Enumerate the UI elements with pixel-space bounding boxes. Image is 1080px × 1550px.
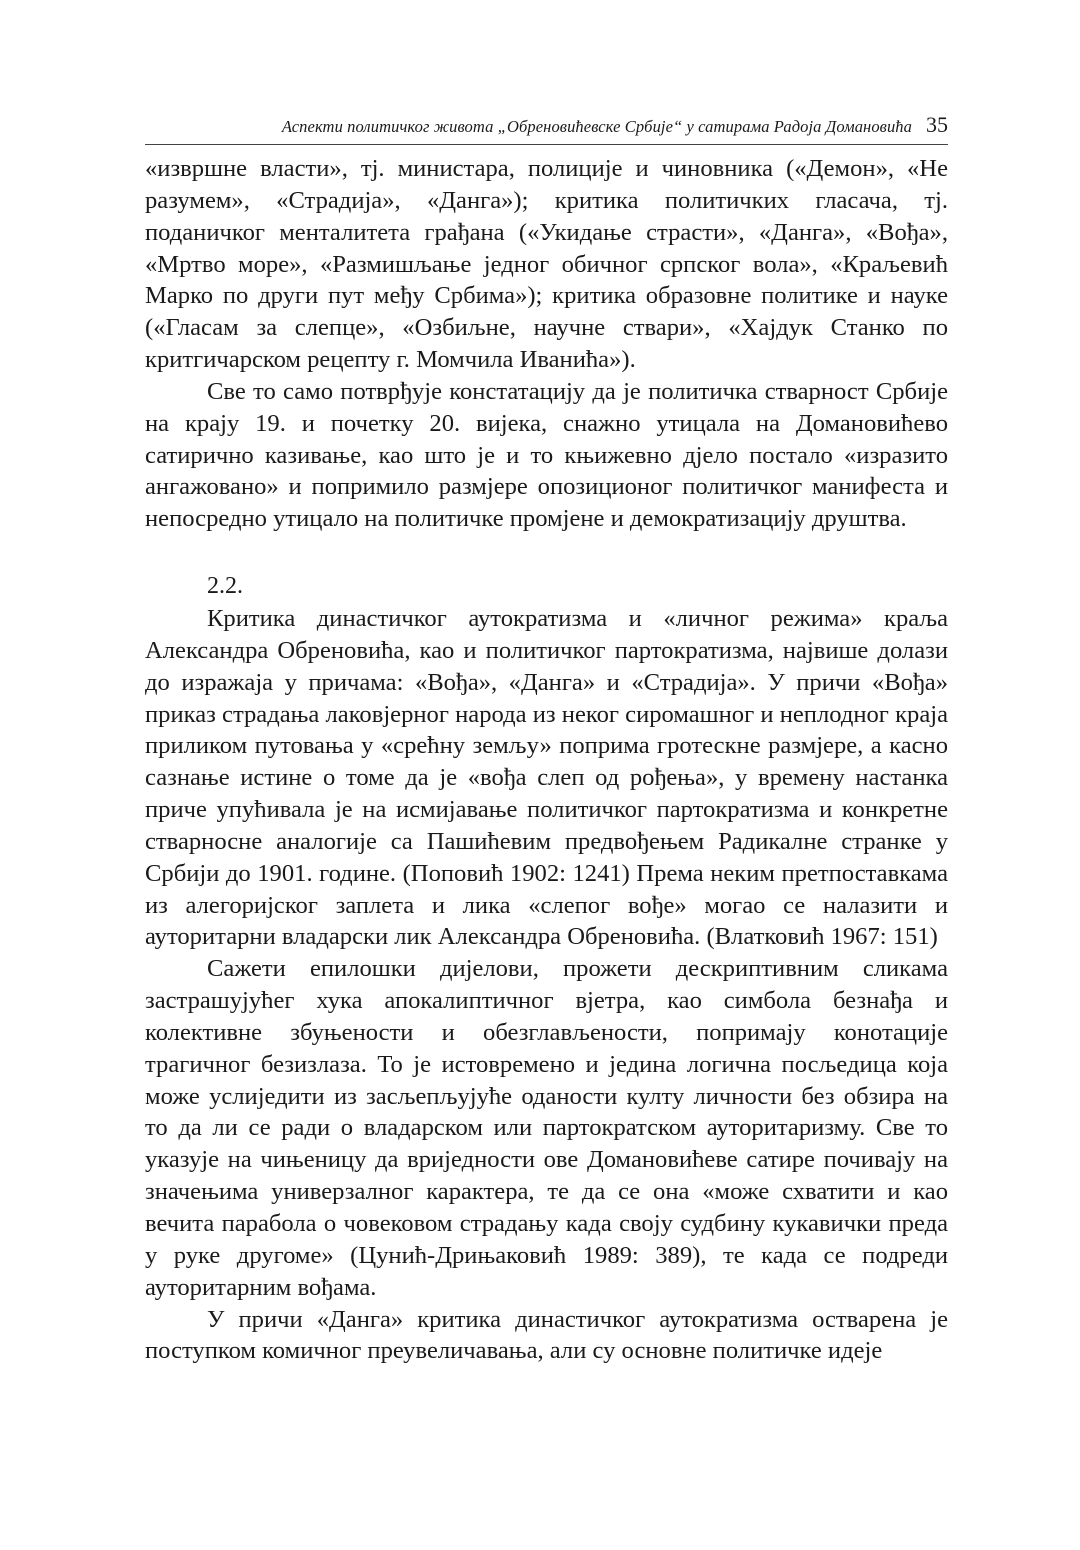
section-number: 2.2. xyxy=(207,573,243,600)
paragraph: Све то само потврђује констатацију да је политичка стварност Србије на крају 19. и почетку 20. вијека, снажно утицала на Домановићево сатирично казивање, као што је и то књижевно дјело постало «изразито ангажовано» и попримило размјере опозиционог политичког манифеста и непосредно утицало на политичке промјене и демократизацију друштва. xyxy=(145,377,948,533)
paragraph: У причи «Данга» критика династичког аутократизма остварена је поступком комичног преувеличавања, али су основне политичке идеје xyxy=(145,1305,948,1365)
body-text xyxy=(145,153,948,1367)
section-spacer xyxy=(145,535,948,571)
running-header-title: Аспекти политичког живота „Обреновићевске Србије“ у сатирама Радоја Домановића xyxy=(281,117,912,136)
page-number: 35 xyxy=(926,112,948,137)
paragraph: Критика династичког аутократизма и «личног режима» краља Александра Обреновића, као и политичког партократизма, највише долази до изражаја у причама: «Вођа», «Данга» и «Страдија». У причи «Вођа» приказ страдања лаковјерног народа из неког сиромашног и неплодног краја приликом путовања у «срећну земљу» поприма гротескне размјере, а касно сазнање истине о томе да је «вођа слеп од рођења», у времену настанка приче упућивала је на исмијавање политичког партократизма и конкретне стварносне аналогије са Пашићевим предвођењем Радикалне странке у Србији до 1901. године. (Поповић 1902: 1241) Према неким претпоставкама из алегоријског заплета и лика «слепог вође» могао се налазити и ауторитарни владарски лик Александра Обреновића. (Влатковић 1967: 151) xyxy=(145,604,948,951)
book-page xyxy=(145,112,948,1367)
running-header xyxy=(145,112,948,145)
paragraph-continuation: «извршне власти», тј. министара, полиције и чиновника («Демон», «Не разумем», «Страдија», «Данга»); критика политичких гласача, тј. поданичког менталитета грађана («Укидање страсти», «Данга», «Вођа», «Мртво море», «Размишљање једног обичног српског вола», «Краљевић Марко по други пут међу Србима»); критика образовне политике и науке («Гласам за слепце», «Озбиљне, научне ствари», «Хајдук Станко по критгичарском рецепту г. Момчила Иванића»). xyxy=(145,155,948,374)
paragraph: Сажети епилошки дијелови, прожети дескриптивним сликама застрашујућег хука апокалиптичног вјетра, као симбола безнађа и колективне збуњености и обезглављености, попримају конотације трагичног безизлаза. То је истовремено и једина логична посљедица која може услиједити из засљепљујуће оданости култу личности без обзира на то да ли се ради о владарском или партократском ауторитаризму. Све то указује на чињеницу да вриједности ове Домановићеве сатире почивају на значењима универзалног карактера, те да се она «може схватити и као вечита парабола о човековом страдању када своју судбину кукавички преда у руке другоме» (Цунић-Дрињаковић 1989: 389), те када се подреди ауторитарним вођама. xyxy=(145,955,948,1301)
